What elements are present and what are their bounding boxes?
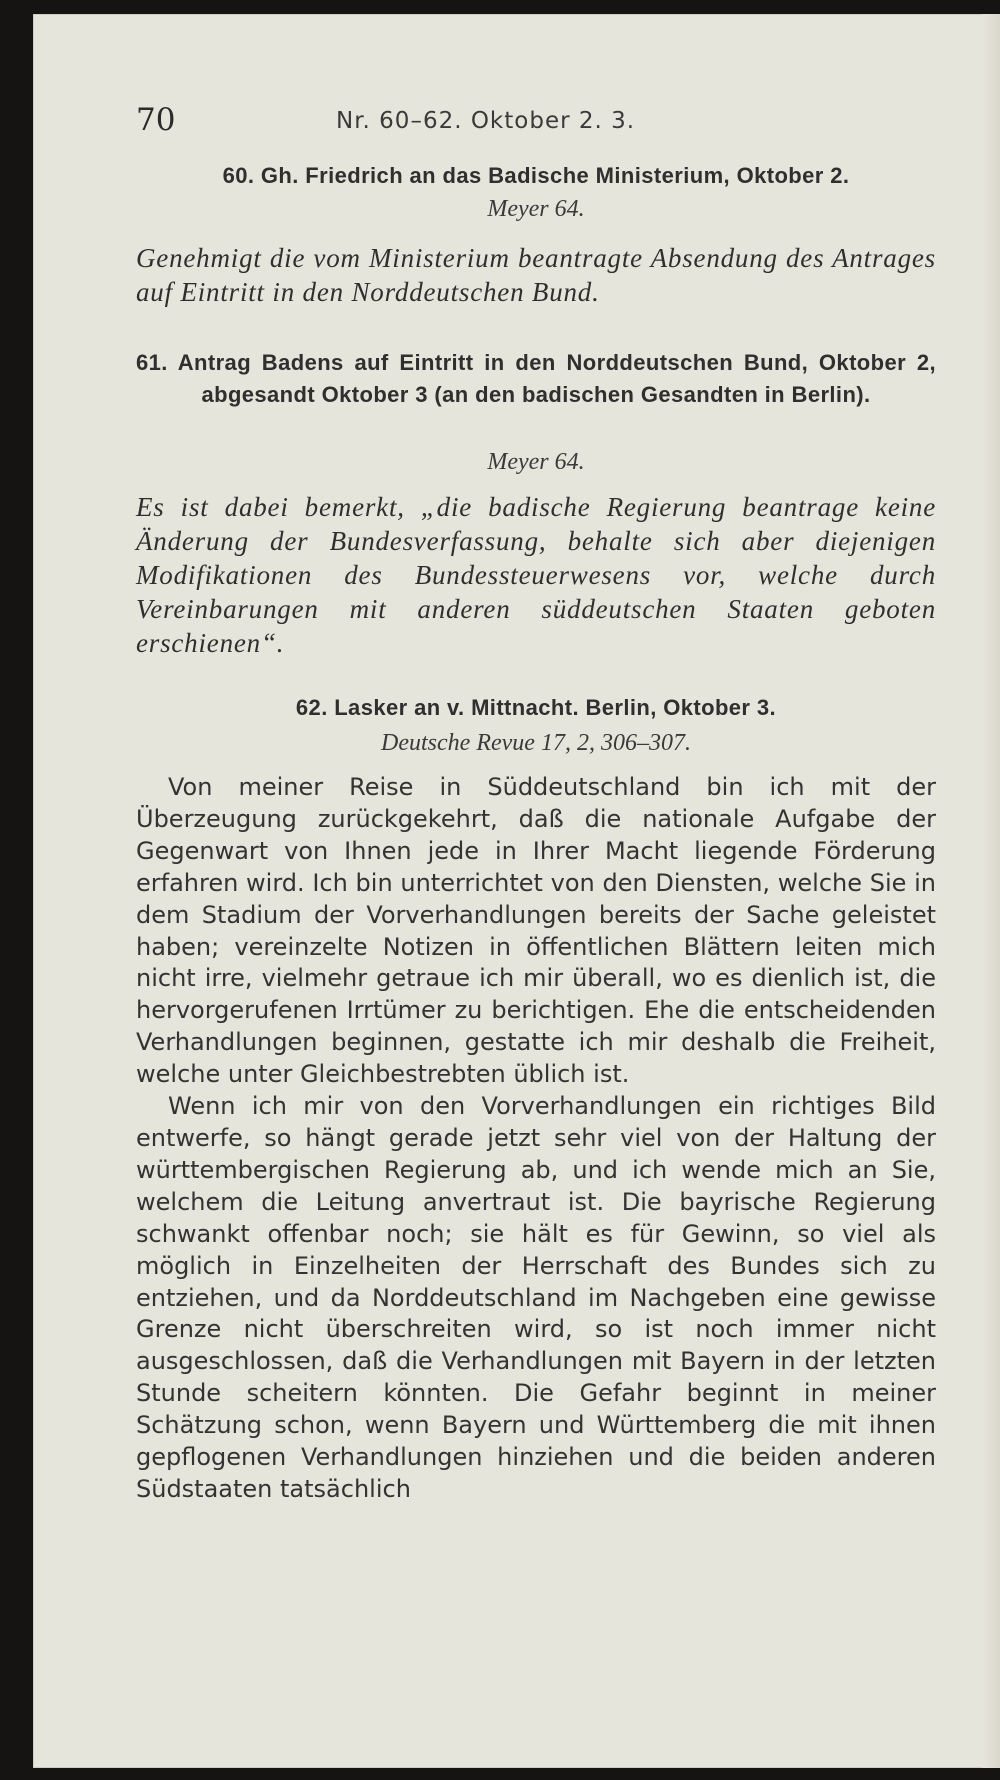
entry-62-source: Deutsche Revue 17, 2, 306–307. — [381, 730, 691, 756]
entry-62-title: 62. Lasker an v. Mittnacht. Berlin, Oktober 3. — [295, 695, 777, 720]
entry-60-summary: Genehmigt die vom Ministerium beantragte Absendung des Antrages auf Eintritt in den Norddeutschen Bund. — [136, 243, 936, 307]
letter-paragraph: Von meiner Reise in Süddeutschland bin ich mit der Überzeugung zurückgekehrt, daß die nationale Aufgabe der Gegenwart von Ihnen jede in Ihrer Macht liegende Förderung erfahren wird. Ich bin unterrichtet von den Diensten, welche Sie in dem Stadium der Vorverhandlungen bereits der Sache geleistet haben; vereinzelte Notizen in öffentlichen Blättern leiten mich nicht irre, vielmehr getraue ich mir überall, wo es dienlich ist, die hervorgerufenen Irrtümer zu berichtigen. Ehe die entscheidenden Verhandlungen beginnen, gestatte ich mir deshalb die Freiheit, welche unter Gleichbestrebten üblich ist. — [136, 773, 936, 1089]
page-header — [136, 102, 936, 152]
entry-61-title: 61. Antrag Badens auf Eintritt in den Norddeutschen Bund, Oktober 2, abgesandt Oktober 3 (an den badischen Gesandten in Berlin). — [136, 350, 936, 407]
letter-paragraph: Wenn ich mir von den Vorverhandlungen ein richtiges Bild entwerfe, so hängt gerade jetzt sehr viel von der Haltung der württembergischen Regierung ab, und ich wende mich an Sie, welchem die Leitung anvertraut ist. Die bayrische Regierung schwankt offenbar noch; sie hält es für Gewinn, so viel als möglich in Einzelheiten der Herrschaft des Bundes sich zu entziehen, und da Norddeutschland im Nachgeben eine gewisse Grenze nicht überschreiten wird, so ist noch immer nicht ausgeschlossen, daß die Verhandlungen mit Bayern in der letzten Stunde scheitern könnten. Die Gefahr beginnt in meiner Schätzung schon, wenn Bayern und Württemberg die mit ihnen gepflogenen Verhandlungen hinziehen und die beiden anderen Südstaaten tatsächlich — [136, 1092, 936, 1503]
entry-60-source: Meyer 64. — [487, 196, 585, 222]
entry-62-letter-body — [136, 772, 936, 1506]
running-head: Nr. 60–62. Oktober 2. 3. — [336, 108, 636, 134]
page-number: 70 — [136, 102, 176, 138]
entry-61-source: Meyer 64. — [487, 449, 585, 475]
entry-61-summary: Es ist dabei bemerkt, „die badische Regierung beantrage keine Änderung der Bundesverfassung, behalte sich aber diejenigen Modifikationen des Bundessteuerwesens vor, welche durch Vereinbarungen mit anderen süddeutschen Staaten geboten erschienen“. — [136, 492, 936, 658]
page-edge-shadow — [982, 14, 1000, 1768]
entry-60-title: 60. Gh. Friedrich an das Badische Ministerium, Oktober 2. — [222, 163, 850, 188]
